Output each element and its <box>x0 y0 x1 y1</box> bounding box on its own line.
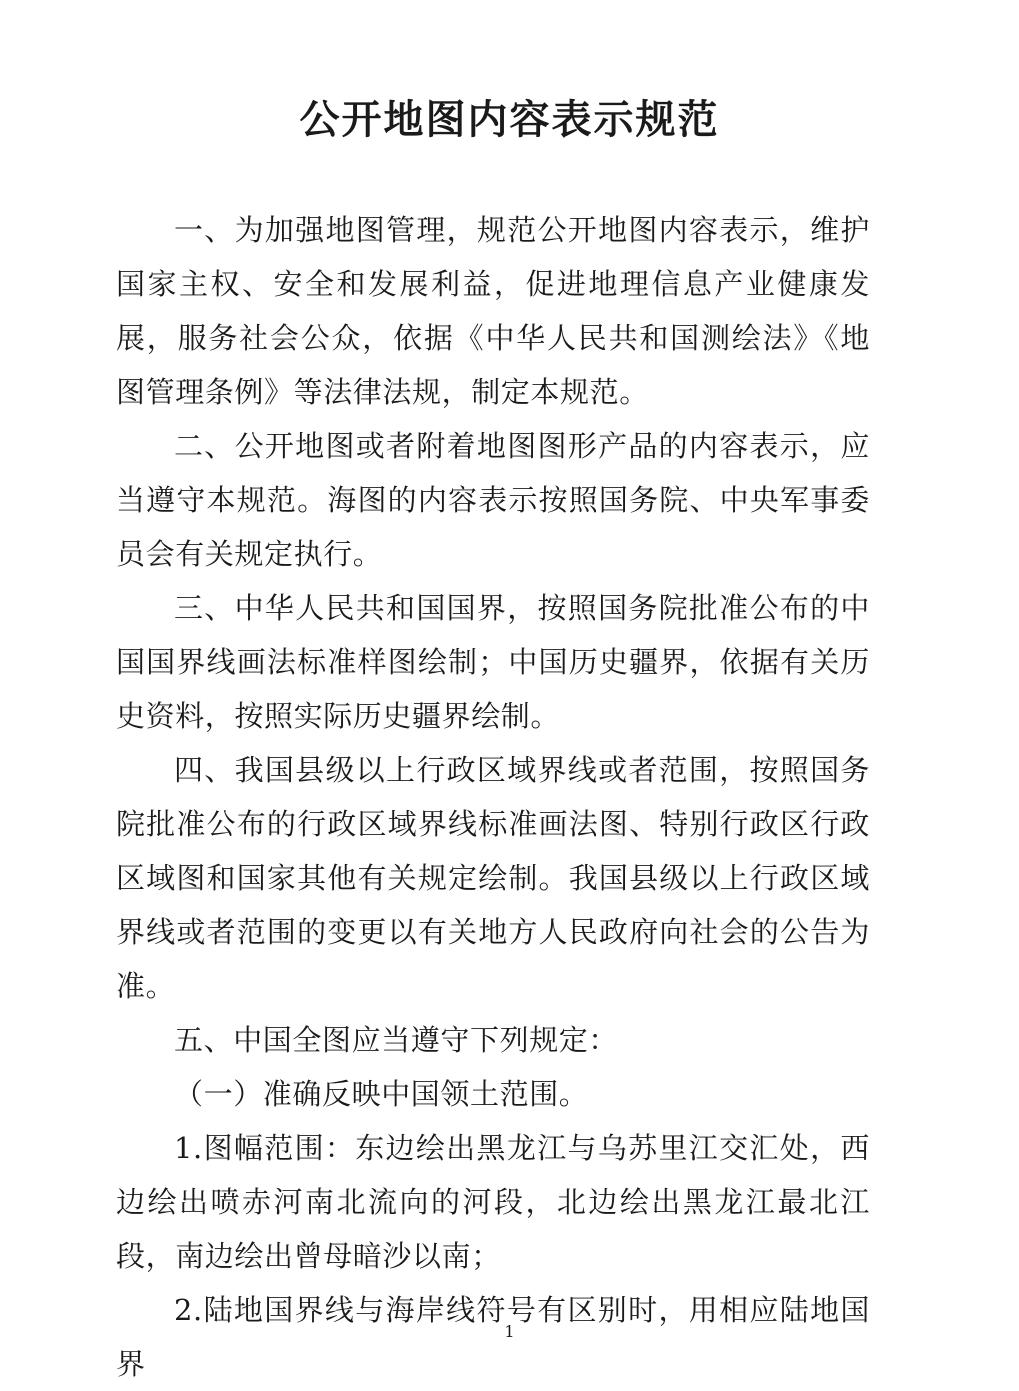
document-body <box>116 203 870 1391</box>
paragraph-6: （一）准确反映中国领土范围。 <box>174 1077 589 1111</box>
paragraph-8: 2.陆地国界线与海岸线符号有区别时，用相应陆地国界 <box>116 1293 870 1381</box>
page-title: 公开地图内容表示规范 <box>299 96 720 143</box>
paragraph-5: 五、中国全图应当遵守下列规定： <box>174 1023 619 1057</box>
paragraph-1: 一、为加强地图管理，规范公开地图内容表示，维护国家主权、安全和发展利益，促进地理信息产业健康发展，服务社会公众，依据《中华人民共和国测绘法》《地图管理条例》等法律法规，制定本规范。 <box>116 213 870 409</box>
page-number: 1 <box>504 1322 515 1341</box>
paragraph-3: 三、中华人民共和国国界，按照国务院批准公布的中国国界线画法标准样图绘制；中国历史疆界，依据有关历史资料，按照实际历史疆界绘制。 <box>116 591 870 733</box>
paragraph-4: 四、我国县级以上行政区域界线或者范围，按照国务院批准公布的行政区域界线标准画法图、特别行政区行政区域图和国家其他有关规定绘制。我国县级以上行政区域界线或者范围的变更以有关地方人民政府向社会的公告为准。 <box>116 753 870 1003</box>
paragraph-7: 1.图幅范围：东边绘出黑龙江与乌苏里江交汇处，西边绘出喷赤河南北流向的河段，北边绘出黑龙江最北江段，南边绘出曾母暗沙以南； <box>116 1131 870 1273</box>
paragraph-2: 二、公开地图或者附着地图图形产品的内容表示，应当遵守本规范。海图的内容表示按照国务院、中央军事委员会有关规定执行。 <box>116 429 870 571</box>
